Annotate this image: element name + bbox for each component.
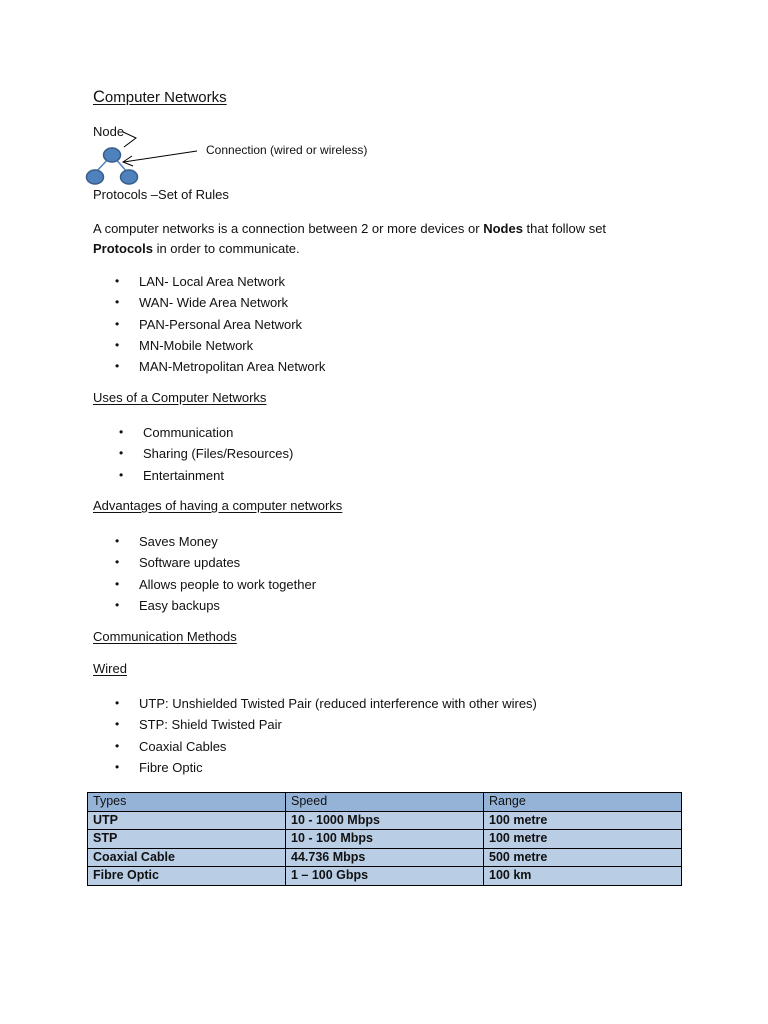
table-cell: 100 km	[484, 867, 682, 886]
methods-heading: Communication Methods	[93, 629, 237, 644]
para-nodes: Nodes	[483, 221, 523, 236]
definition-paragraph	[93, 219, 693, 259]
list-item: • Software updates	[115, 555, 241, 571]
table-cell: UTP	[88, 811, 286, 830]
table-row	[88, 830, 682, 849]
node-label: Node	[93, 124, 125, 139]
title-initial: C	[93, 88, 105, 106]
network-nodes-diagram	[80, 126, 210, 188]
connection-arrow-line	[124, 151, 197, 162]
list-item: • Coaxial Cables	[115, 738, 227, 754]
node-arrow	[123, 132, 136, 147]
connection-label: Connection (wired or wireless)	[206, 143, 368, 157]
network-types-list	[115, 271, 326, 377]
network-node	[87, 170, 104, 184]
list-item: • Sharing (Files/Resources)	[119, 446, 294, 462]
table-cell: STP	[88, 830, 286, 849]
list-item: • Fibre Optic	[115, 759, 203, 775]
list-item: • WAN- Wide Area Network	[115, 295, 289, 311]
table-cell: 10 - 1000 Mbps	[286, 811, 484, 830]
table-header-row	[88, 793, 682, 812]
table-cell: Fibre Optic	[88, 867, 286, 886]
network-node	[104, 148, 121, 162]
table-row	[88, 848, 682, 867]
table-cell: Coaxial Cable	[88, 848, 286, 867]
advantages-heading: Advantages of having a computer networks	[93, 498, 343, 513]
table-cell: 100 metre	[484, 830, 682, 849]
para-text: that follow set	[522, 221, 607, 236]
para-text: A computer networks is a connection between 2 or more devices or	[93, 221, 484, 236]
list-item: • LAN- Local Area Network	[115, 274, 285, 289]
table-header-cell: Speed	[286, 793, 484, 812]
uses-list	[119, 422, 294, 486]
page-title	[93, 88, 227, 107]
table-cell: 500 metre	[484, 848, 682, 867]
protocols-line: Protocols –Set of Rules	[93, 187, 229, 202]
list-item: • Saves Money	[115, 534, 218, 549]
table-cell: 44.736 Mbps	[286, 848, 484, 867]
table-cell: 100 metre	[484, 811, 682, 830]
list-item: • Allows people to work together	[115, 576, 317, 592]
list-item: • PAN-Personal Area Network	[115, 316, 303, 332]
cable-comparison-table	[87, 792, 682, 886]
para-text: in order to communicate.	[152, 241, 300, 256]
table-cell: 1 – 100 Gbps	[286, 867, 484, 886]
uses-heading: Uses of a Computer Networks	[93, 390, 267, 405]
table-cell: 10 - 100 Mbps	[286, 830, 484, 849]
table-header-cell: Types	[88, 793, 286, 812]
table-header-cell: Range	[484, 793, 682, 812]
list-item: • STP: Shield Twisted Pair	[115, 717, 282, 733]
advantages-list	[115, 531, 317, 616]
table-row	[88, 867, 682, 886]
para-protocols: Protocols	[93, 241, 153, 256]
title-rest: omputer Networks	[104, 89, 227, 106]
list-item: • MN-Mobile Network	[115, 337, 254, 353]
list-item: • UTP: Unshielded Twisted Pair (reduced interference with other wires)	[115, 696, 537, 711]
list-item: • Easy backups	[115, 597, 220, 613]
list-item: • Communication	[119, 425, 234, 440]
network-node	[121, 170, 138, 184]
wired-list	[115, 693, 537, 778]
wired-heading: Wired	[93, 661, 127, 676]
list-item: • Entertainment	[119, 467, 224, 483]
table-row	[88, 811, 682, 830]
list-item: • MAN-Metropolitan Area Network	[115, 359, 326, 375]
